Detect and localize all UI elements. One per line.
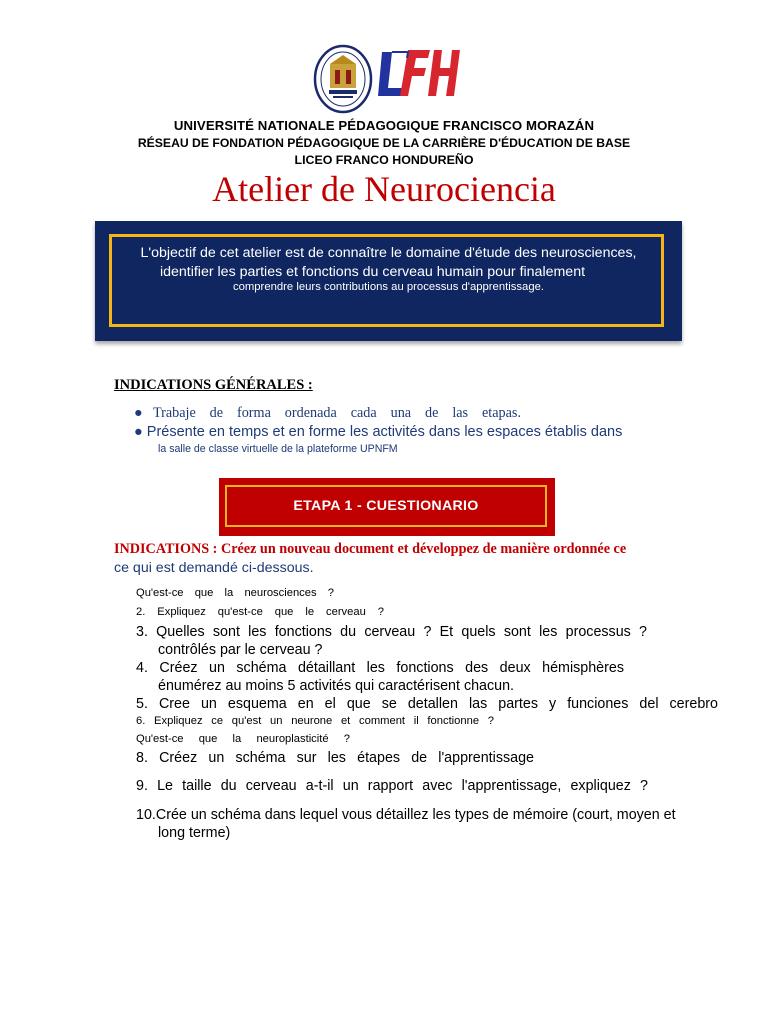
question-5: 5. Cree un esquema en el que se detallen las partes y funciones del cerebro	[136, 696, 718, 712]
objective-box	[95, 221, 682, 341]
question-3-continuation: contrôlés par le cerveau ?	[158, 642, 323, 658]
question-10: 10.Crée un schéma dans lequel vous détaillez les types de mémoire (court, moyen et	[136, 807, 676, 823]
etapa-banner	[219, 478, 555, 536]
question-7: Qu'est-ce que la neuroplasticité ?	[136, 733, 350, 745]
question-4: 4. Créez un schéma détaillant les fonctions des deux hémisphères	[136, 660, 624, 676]
university-seal-logo	[313, 44, 373, 114]
objective-line-3: comprendre leurs contributions au processus d'apprentissage.	[232, 281, 545, 293]
general-indications-heading: INDICATIONS GÉNÉRALES :	[114, 377, 313, 393]
question-6: 6. Expliquez ce qu'est un neurone et comment il fonctionne ?	[136, 715, 494, 727]
question-2: 2. Expliquez qu'est-ce que le cerveau ?	[136, 606, 384, 618]
question-9: 9. Le taille du cerveau a-t-il un rapport avec l'apprentissage, expliquez ?	[136, 778, 648, 794]
objective-line-1: L'objectif de cet atelier est de connaître le domaine d'étude des neurosciences,	[140, 245, 637, 261]
question-10-continuation: long terme)	[158, 825, 231, 841]
indications-line-1: INDICATIONS : Créez un nouveau document et développez de manière ordonnée ce	[114, 541, 627, 557]
question-1: Qu'est-ce que la neurosciences ?	[136, 587, 334, 599]
university-name: UNIVERSITÉ NATIONALE PÉDAGOGIQUE FRANCISCO MORAZÁN	[173, 118, 595, 133]
school-name: LICEO FRANCO HONDUREÑO	[294, 153, 474, 167]
indications-line-2: ce qui est demandé ci-dessous.	[114, 560, 314, 576]
etapa-label: ETAPA 1 - CUESTIONARIO	[293, 498, 479, 514]
general-bullet-1: ●Trabaje de forma ordenada cada una de las etapas.	[134, 405, 521, 421]
lfh-logo	[378, 44, 464, 102]
objective-line-2: identifier les parties et fonctions du cerveau humain pour finalement	[159, 264, 586, 280]
question-8: 8. Créez un schéma sur les étapes de l'apprentissage	[136, 750, 534, 766]
page-title: Atelier de Neurociencia	[212, 169, 556, 209]
etapa-border	[225, 485, 547, 527]
question-3: 3. Quelles sont les fonctions du cerveau ? Et quels sont les processus ?	[136, 624, 647, 640]
question-4-continuation: énumérez au moins 5 activités qui caractérisent chacun.	[158, 678, 515, 694]
general-bullet-2: ● Présente en temps et en forme les activités dans les espaces établis dans	[134, 424, 623, 440]
network-name: RÉSEAU DE FONDATION PÉDAGOGIQUE DE LA CARRIÈRE D'ÉDUCATION DE BASE	[137, 136, 631, 150]
general-bullet-2-continuation: la salle de classe virtuelle de la plateforme UPNFM	[158, 443, 398, 455]
